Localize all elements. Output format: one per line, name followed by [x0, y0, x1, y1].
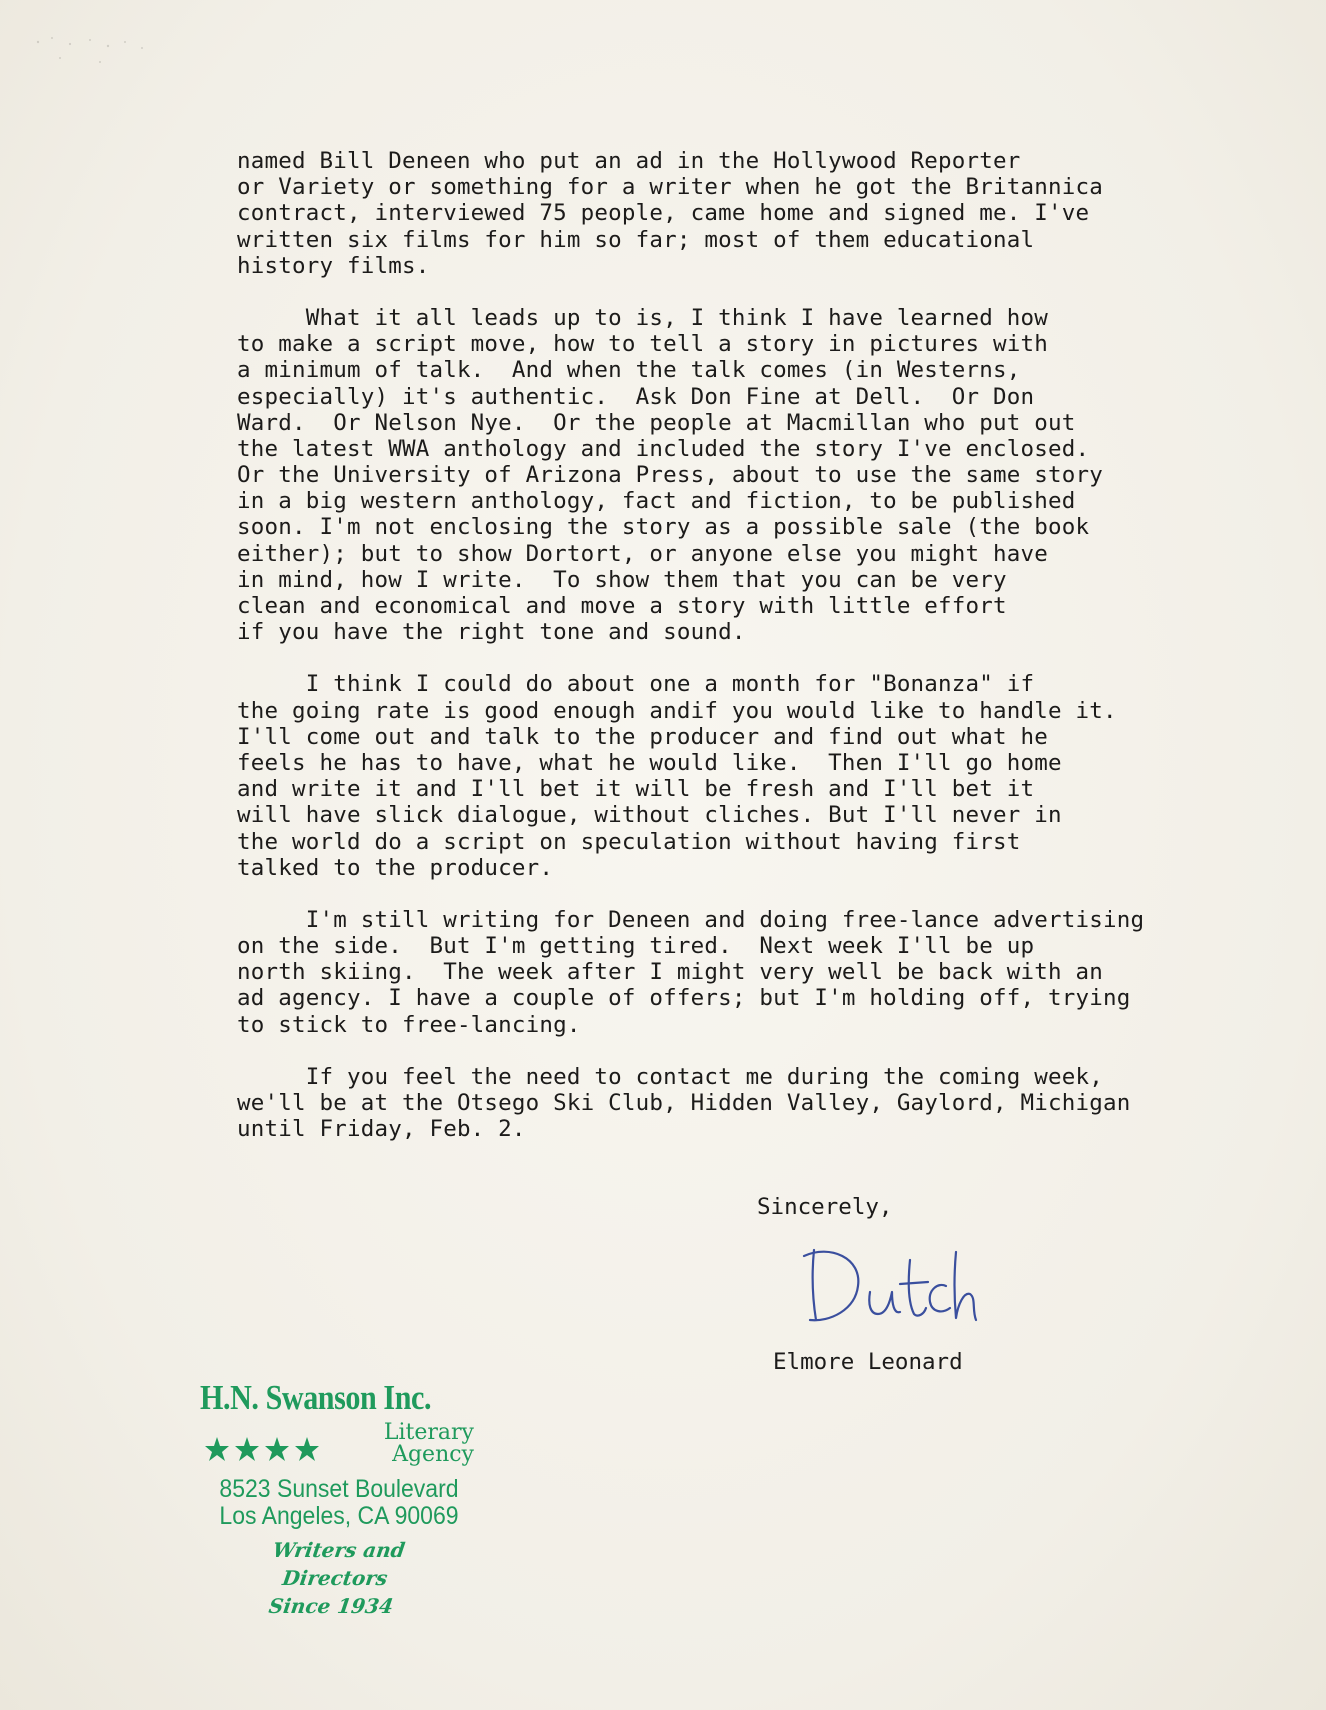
- text-line: until Friday, Feb. 2.: [237, 1116, 526, 1143]
- address-line-1: 8523 Sunset Boulevard: [219, 1475, 459, 1503]
- text-line: soon. I'm not enclosing the story as a possible sale (the book: [237, 514, 1090, 541]
- text-line: I'm still writing for Deneen and doing free-lance advertising: [237, 906, 1145, 933]
- text-line: Ward. Or Nelson Nye. Or the people at Macmillan who put out: [237, 409, 1076, 436]
- text-line: clean and economical and move a story with little effort: [237, 593, 1007, 619]
- text-line: to stick to free-lancing.: [237, 1011, 581, 1038]
- agency-line-1: Literary: [383, 1420, 474, 1445]
- text-line: I think I could do about one a month for "Bonanza" if: [237, 671, 1035, 698]
- paragraph: [237, 305, 1287, 645]
- text-line: the latest WWA anthology and included the story I've enclosed.: [237, 435, 1090, 462]
- text-line: named Bill Deneen who put an ad in the Hollywood Reporter: [237, 148, 1021, 174]
- signature: [800, 1240, 980, 1330]
- text-line: Or the University of Arizona Press, about to use the same story: [237, 462, 1104, 489]
- text-line: I'll come out and talk to the producer and find out what he: [237, 723, 1049, 750]
- text-line: the going rate is good enough andif you would like to handle it.: [237, 697, 1117, 724]
- paragraph: [237, 148, 1287, 279]
- agency-line-2: Agency: [392, 1442, 474, 1467]
- tagline-line-2: Since 1934: [267, 1594, 395, 1618]
- letterhead-agency: [364, 1422, 474, 1466]
- letterhead-address: [209, 1476, 468, 1530]
- text-line: to make a script move, how to tell a story in pictures with: [237, 331, 1049, 358]
- text-line: and write it and I'll bet it will be fresh and I'll bet it: [237, 776, 1035, 803]
- text-line: talked to the producer.: [237, 854, 554, 881]
- closing: Sincerely,: [757, 1194, 893, 1220]
- corner-marks: [30, 28, 170, 78]
- address-line-2: Los Angeles, CA 90069: [219, 1502, 459, 1530]
- text-line: in mind, how I write. To show them that you can be very: [237, 566, 1007, 593]
- text-line: history films.: [237, 252, 430, 279]
- text-line: either); but to show Dortort, or anyone else you might have: [237, 540, 1049, 567]
- letter-body: [237, 148, 1287, 1168]
- letterhead-company: H.N. Swanson Inc.: [200, 1378, 432, 1417]
- text-line: we'll be at the Otsego Ski Club, Hidden Valley, Gaylord, Michigan: [237, 1090, 1131, 1116]
- text-line: north skiing. The week after I might very well be back with an: [237, 959, 1104, 986]
- paragraph: [237, 1064, 1287, 1143]
- text-line: will have slick dialogue, without cliches. But I'll never in: [237, 802, 1062, 829]
- paragraph: [237, 671, 1287, 881]
- text-line: in a big western anthology, fact and fiction, to be published: [237, 488, 1076, 515]
- text-line: What it all leads up to is, I think I have learned how: [237, 304, 1049, 331]
- text-line: the world do a script on speculation without having first: [237, 828, 1021, 855]
- letterhead-stars: [204, 1436, 324, 1462]
- text-line: or Variety or something for a writer when he got the Britannica: [237, 174, 1104, 201]
- text-line: contract, interviewed 75 people, came home and signed me. I've: [237, 200, 1090, 227]
- text-line: If you feel the need to contact me during the coming week,: [237, 1063, 1104, 1090]
- text-line: ad agency. I have a couple of offers; but I'm holding off, trying: [237, 985, 1131, 1012]
- text-line: on the side. But I'm getting tired. Next week I'll be up: [237, 933, 1035, 960]
- tagline-line-1: Writers and Directors: [271, 1538, 407, 1590]
- letterhead-tagline: [214, 1536, 456, 1620]
- text-line: especially) it's authentic. Ask Don Fine at Dell. Or Don: [237, 383, 1035, 410]
- text-line: if you have the right tone and sound.: [237, 619, 746, 646]
- text-line: written six films for him so far; most of them educational: [237, 226, 1035, 253]
- signer-name: Elmore Leonard: [773, 1349, 963, 1375]
- text-line: feels he has to have, what he would like. Then I'll go home: [237, 749, 1062, 776]
- paragraph: [237, 907, 1287, 1038]
- text-line: a minimum of talk. And when the talk comes (in Westerns,: [237, 357, 1021, 384]
